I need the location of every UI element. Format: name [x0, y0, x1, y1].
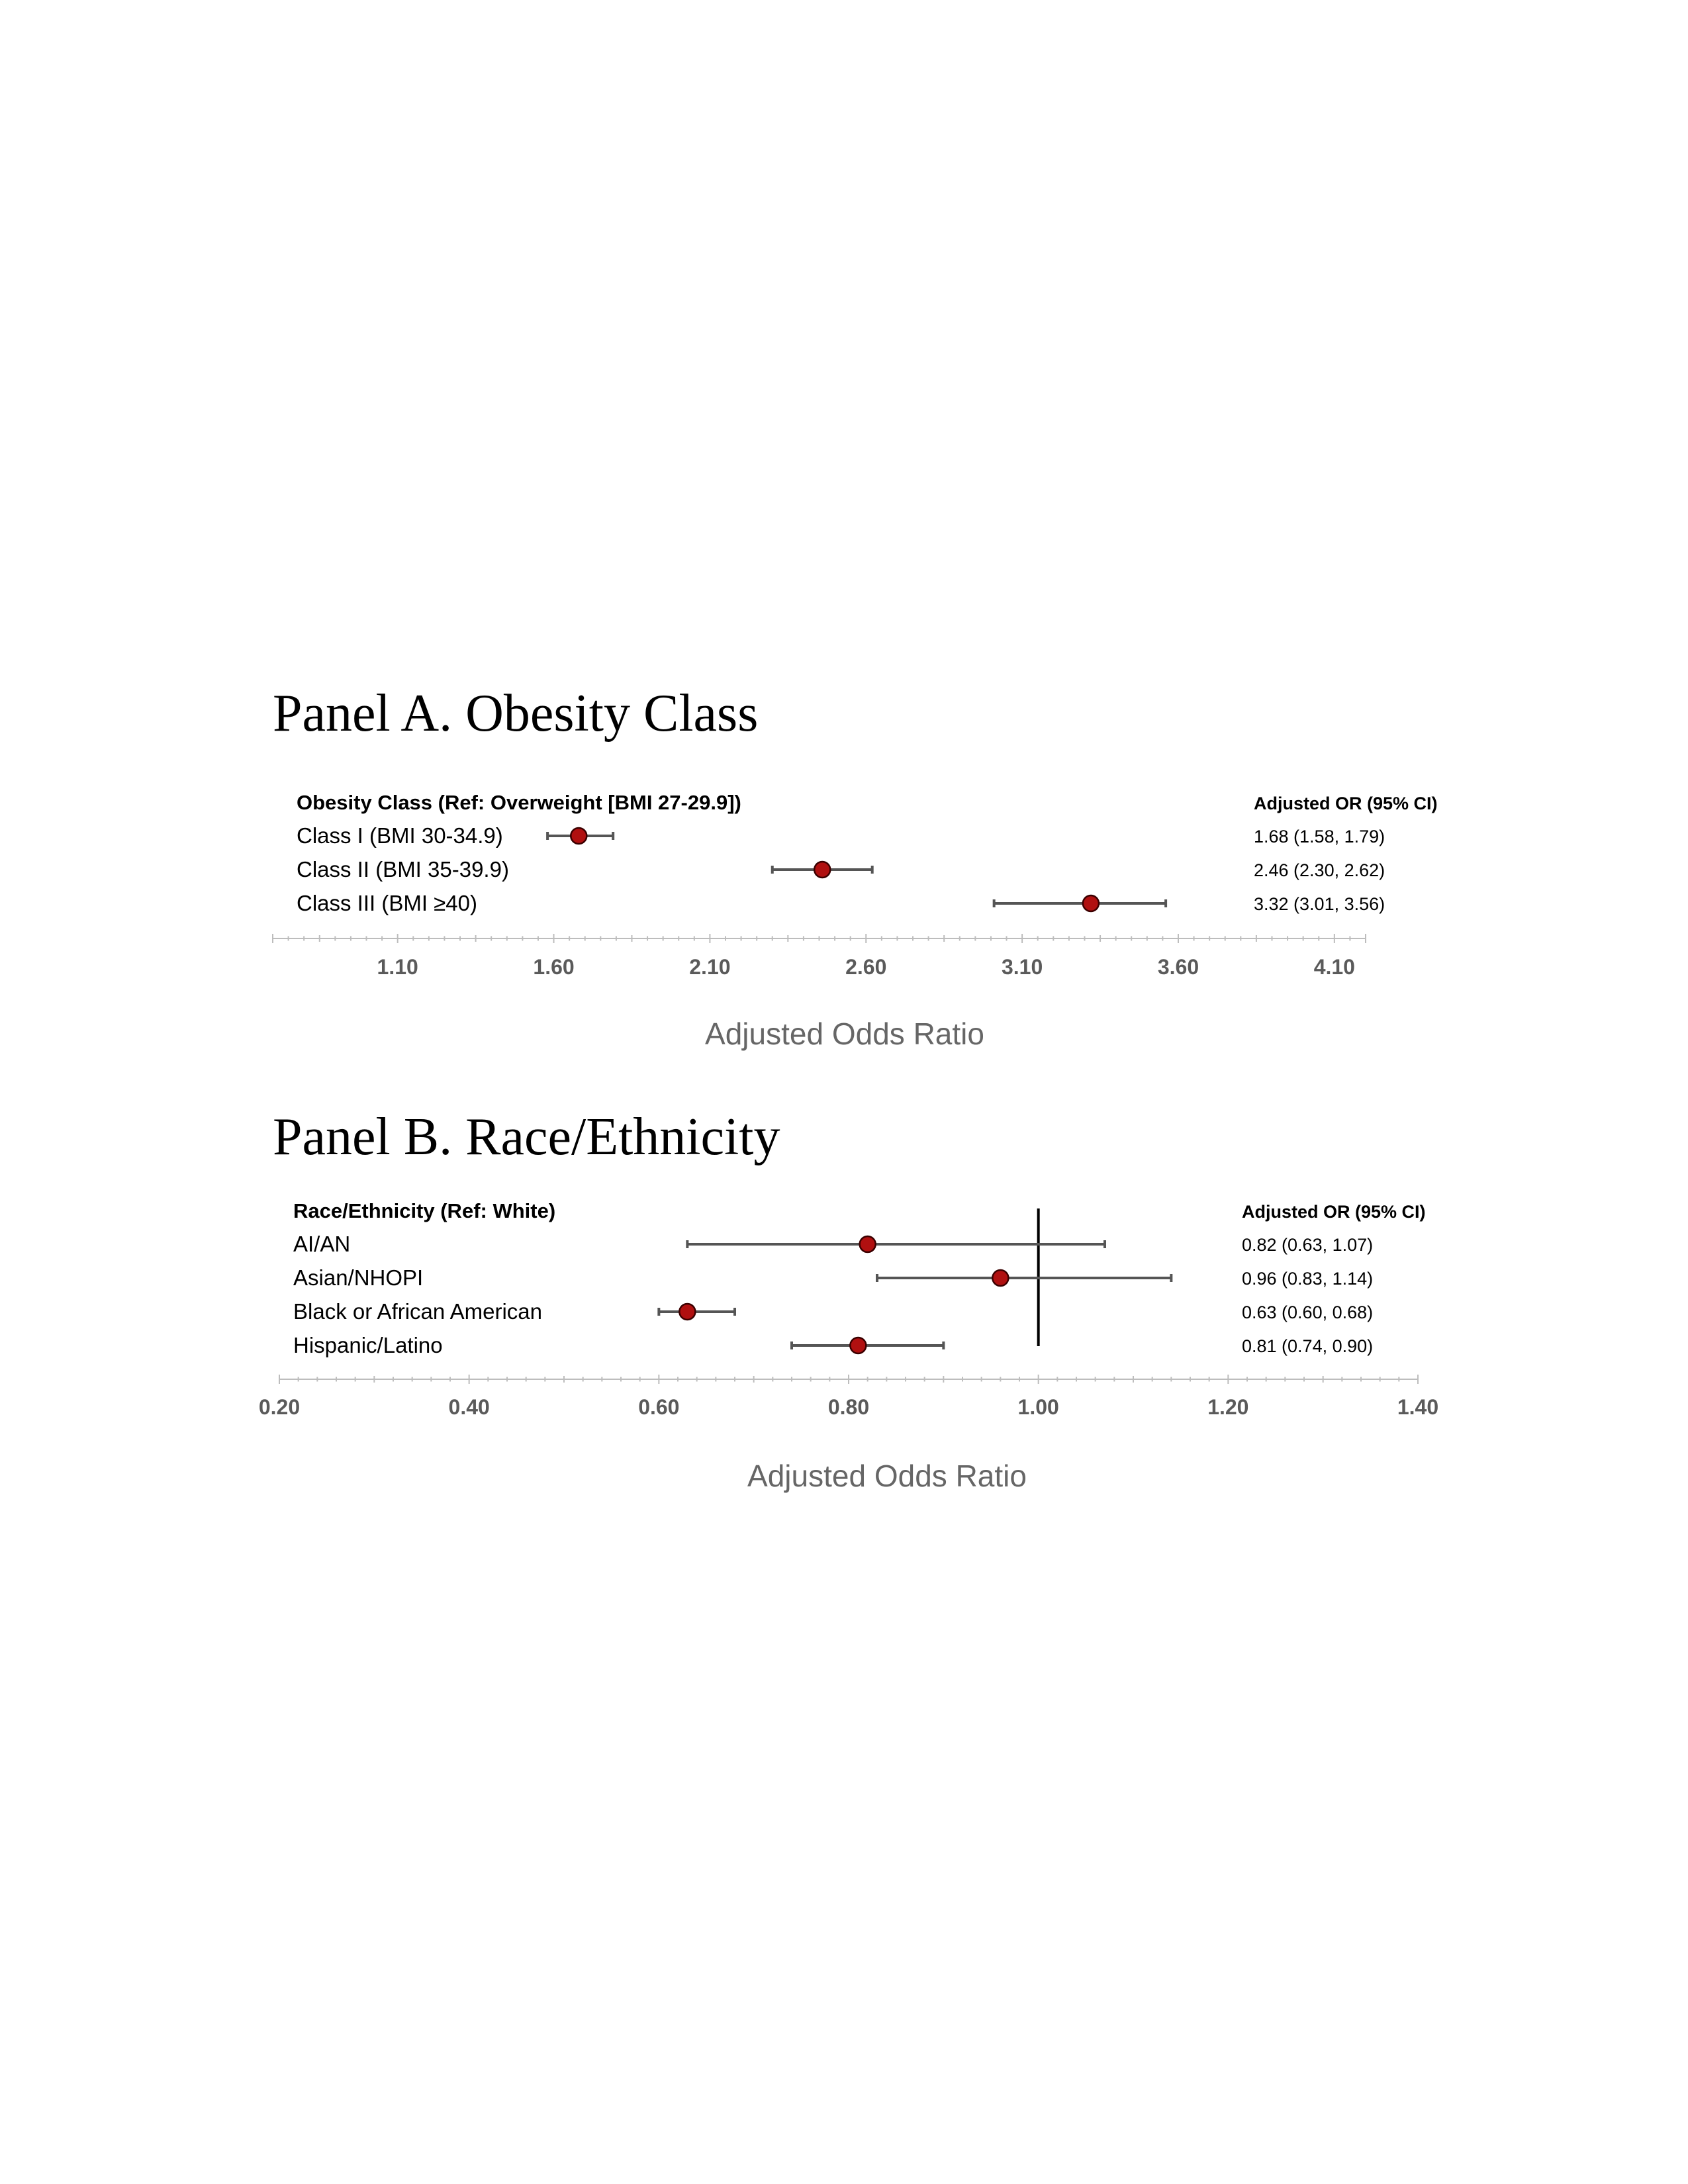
- panel-title: Panel B. Race/Ethnicity: [273, 1108, 780, 1166]
- or-value-text: 0.63 (0.60, 0.68): [1242, 1302, 1374, 1322]
- x-tick-label: 0.60: [638, 1395, 680, 1419]
- x-tick-label: 1.00: [1017, 1395, 1059, 1419]
- forest-row: [297, 857, 1385, 882]
- x-tick-label: 1.20: [1207, 1395, 1249, 1419]
- forest-row: [293, 1333, 1373, 1357]
- x-tick-label: 3.10: [1001, 955, 1043, 979]
- or-value-text: 0.81 (0.74, 0.90): [1242, 1336, 1374, 1356]
- or-value-text: 0.82 (0.63, 1.07): [1242, 1235, 1374, 1255]
- x-tick-label: 0.80: [827, 1395, 870, 1419]
- or-point: [850, 1338, 866, 1353]
- row-label: Class I (BMI 30-34.9): [297, 823, 503, 848]
- value-header: Adjusted OR (95% CI): [1254, 794, 1438, 813]
- panel-title: Panel A. Obesity Class: [273, 684, 759, 743]
- forest-row: [293, 1265, 1373, 1290]
- x-tick-label: 2.60: [845, 955, 887, 979]
- x-tick-label: 4.10: [1313, 955, 1355, 979]
- or-point: [860, 1236, 876, 1252]
- row-label: Class II (BMI 35-39.9): [297, 857, 509, 882]
- x-tick-label: 3.60: [1157, 955, 1199, 979]
- x-tick-label: 0.40: [448, 1395, 490, 1419]
- or-point: [1083, 895, 1099, 911]
- forest-row: [293, 1232, 1373, 1256]
- row-header: Obesity Class (Ref: Overweight [BMI 27-29.9]): [297, 791, 741, 814]
- row-label: Black or African American: [293, 1299, 542, 1324]
- x-axis-title: Adjusted Odds Ratio: [705, 1017, 984, 1051]
- or-value-text: 1.68 (1.58, 1.79): [1254, 827, 1385, 846]
- x-tick-label: 2.10: [689, 955, 731, 979]
- forest-row: [297, 891, 1385, 915]
- or-point: [571, 828, 586, 844]
- row-label: Hispanic/Latino: [293, 1333, 443, 1357]
- or-value-text: 3.32 (3.01, 3.56): [1254, 894, 1385, 914]
- row-header: Race/Ethnicity (Ref: White): [293, 1199, 556, 1222]
- x-tick-label: 0.20: [258, 1395, 301, 1419]
- or-point: [679, 1304, 695, 1320]
- or-point: [814, 862, 830, 878]
- row-label: AI/AN: [293, 1232, 351, 1256]
- row-label: Asian/NHOPI: [293, 1265, 424, 1290]
- x-axis-title: Adjusted Odds Ratio: [747, 1459, 1027, 1493]
- value-header: Adjusted OR (95% CI): [1242, 1202, 1426, 1222]
- or-value-text: 2.46 (2.30, 2.62): [1254, 860, 1385, 880]
- row-label: Class III (BMI ≥40): [297, 891, 477, 915]
- x-tick-label: 1.60: [533, 955, 575, 979]
- x-tick-label: 1.10: [377, 955, 418, 979]
- x-tick-label: 1.40: [1397, 1395, 1439, 1419]
- panel-a: [273, 684, 1438, 1051]
- or-value-text: 0.96 (0.83, 1.14): [1242, 1269, 1374, 1289]
- or-point: [992, 1270, 1008, 1286]
- forest-row: [293, 1299, 1373, 1324]
- panel-b: [259, 1108, 1438, 1493]
- forest-row: [297, 823, 1385, 848]
